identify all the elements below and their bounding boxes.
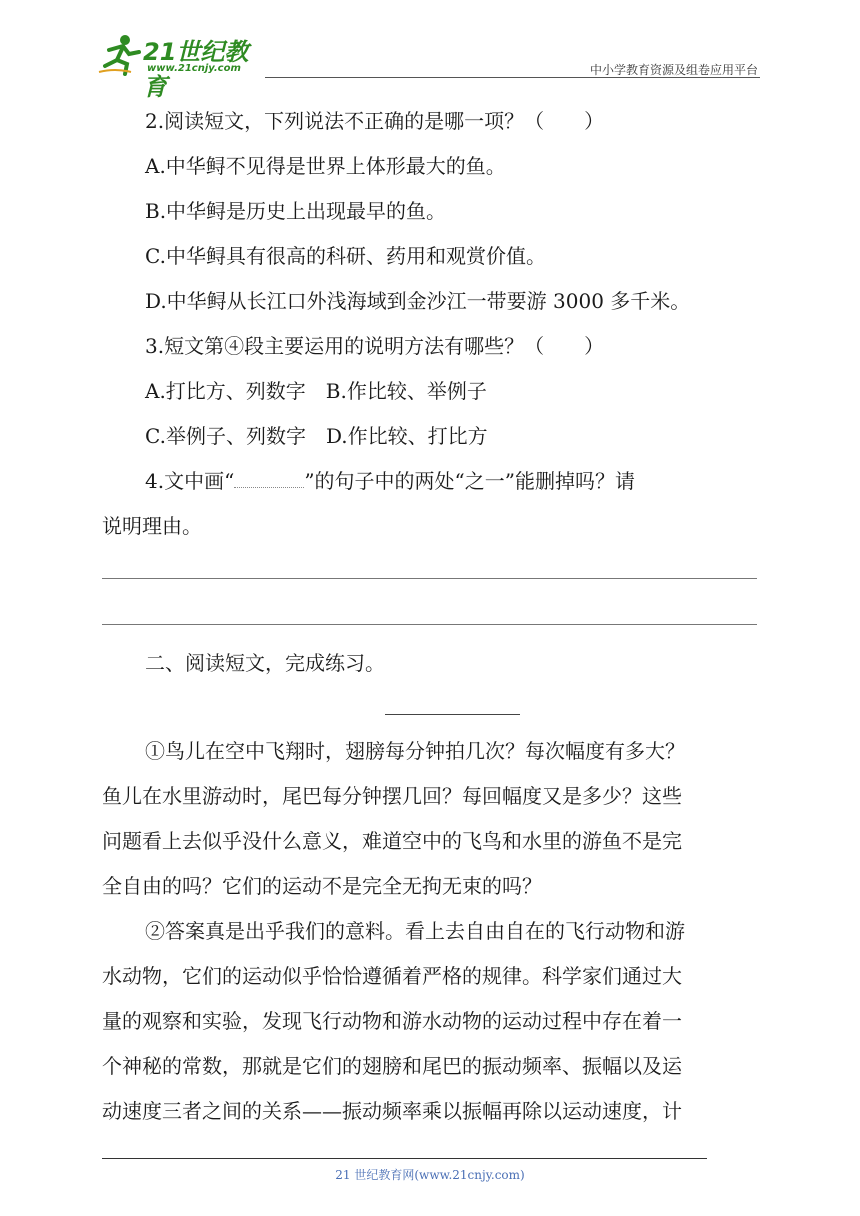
- answer-line-2[interactable]: [102, 624, 757, 625]
- question-4-line-2: 说明理由。: [102, 514, 202, 538]
- footer-text: 21 世纪教育网(www.21cnjy.com): [335, 1168, 525, 1182]
- passage-line: ②答案真是出乎我们的意料。看上去自由自在的飞行动物和游: [145, 919, 685, 943]
- passage-line: 动速度三者之间的关系——振动频率乘以振幅再除以运动速度，计: [102, 1099, 682, 1123]
- passage-line: 量的观察和实验，发现飞行动物和游水动物的运动过程中存在着一: [102, 1009, 682, 1033]
- question-2-option-a: A.中华鲟不见得是世界上体形最大的鱼。: [145, 154, 506, 178]
- page-header: [95, 30, 760, 101]
- runner-logo-icon: [95, 32, 145, 76]
- question-3-options-ab: A.打比方、列数字 B.作比较、举例子: [145, 379, 487, 403]
- question-4-prefix: 4.文中画“: [145, 469, 235, 493]
- passage-title-blank[interactable]: [385, 714, 520, 715]
- header-divider: [265, 77, 760, 78]
- passage-line: 水动物，它们的运动似乎恰恰遵循着严格的规律。科学家们通过大: [102, 964, 682, 988]
- passage-line: ①鸟儿在空中飞翔时，翅膀每分钟拍几次？每次幅度有多大？: [145, 739, 685, 763]
- question-2-option-d: D.中华鲟从长江口外浅海域到金沙江一带要游 3000 多千米。: [145, 289, 691, 313]
- passage-line: 全自由的吗？它们的运动不是完全无拘无束的吗？: [102, 874, 542, 898]
- answer-line-1[interactable]: [102, 578, 757, 579]
- platform-name: 中小学教育资源及组卷应用平台: [589, 63, 758, 77]
- passage-line: 鱼儿在水里游动时，尾巴每分钟摆几回？每回幅度又是多少？这些: [102, 784, 682, 808]
- site-logo: [95, 32, 265, 101]
- wavy-underline-mark: [234, 477, 304, 488]
- passage-line: 个神秘的常数，那就是它们的翅膀和尾巴的振动频率、振幅以及运: [102, 1054, 682, 1078]
- question-2-option-b: B.中华鲟是历史上出现最早的鱼。: [145, 199, 447, 223]
- footer-divider: [102, 1158, 707, 1159]
- logo-url: www.21cnjy.com: [147, 63, 241, 74]
- question-3: 3.短文第④段主要运用的说明方法有哪些？（ ）: [145, 334, 605, 358]
- question-3-options-cd: C.举例子、列数字 D.作比较、打比方: [145, 424, 488, 448]
- question-2-option-c: C.中华鲟具有很高的科研、药用和观赏价值。: [145, 244, 546, 268]
- question-2: 2.阅读短文，下列说法不正确的是哪一项？（ ）: [145, 109, 605, 133]
- question-4: [145, 468, 635, 494]
- section-heading: 二、阅读短文，完成练习。: [145, 651, 385, 675]
- question-4-suffix: ”的句子中的两处“之一”能删掉吗？请: [304, 469, 635, 493]
- logo-wordmark: 21世纪教育: [143, 38, 249, 101]
- passage-line: 问题看上去似乎没什么意义，难道空中的飞鸟和水里的游鱼不是完: [102, 829, 682, 853]
